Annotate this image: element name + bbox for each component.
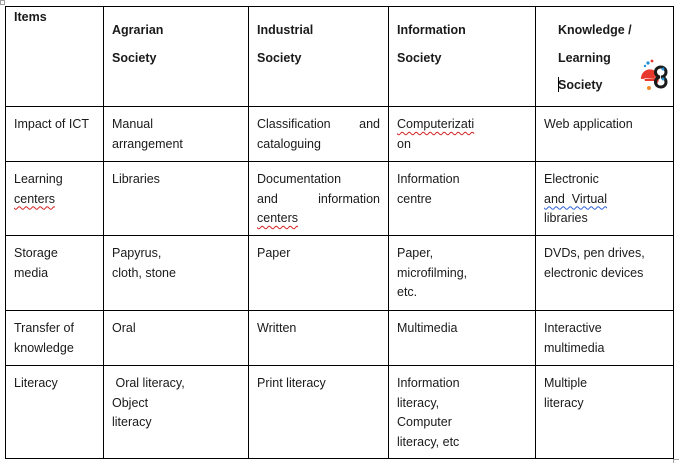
table-row xyxy=(6,366,674,459)
cell-item[interactable] xyxy=(6,107,104,162)
cell-text: centre xyxy=(397,191,432,206)
cell-knowledge[interactable] xyxy=(536,366,674,459)
table-row xyxy=(6,311,674,366)
cell-industrial[interactable] xyxy=(249,162,389,236)
item-label: Learning xyxy=(14,172,63,186)
cell-text: and xyxy=(257,191,278,206)
cell-industrial[interactable] xyxy=(249,236,389,311)
cell-text: libraries xyxy=(544,211,588,225)
cell-text: cloth, stone xyxy=(112,265,176,280)
cell-text: cataloguing xyxy=(257,136,321,151)
header-cell-knowledge[interactable] xyxy=(536,7,674,107)
header-items-label: Items xyxy=(14,10,47,24)
cell-text: Computer xyxy=(397,415,452,429)
cell-text: multimedia xyxy=(544,340,605,355)
cell-text: Multimedia xyxy=(397,321,458,335)
cell-industrial[interactable] xyxy=(249,366,389,459)
cell-information[interactable] xyxy=(389,162,536,236)
cell-item[interactable] xyxy=(6,162,104,236)
cell-industrial[interactable] xyxy=(249,107,389,162)
cell-text: Information xyxy=(397,376,460,390)
spellcheck-flagged-text[interactable]: centers xyxy=(257,211,298,225)
cell-agrarian[interactable] xyxy=(104,311,249,366)
cell-text: literacy xyxy=(544,395,584,410)
cell-text: literacy, xyxy=(397,395,440,410)
cell-text: etc. xyxy=(397,285,418,299)
cell-text: Paper xyxy=(257,246,291,260)
cell-knowledge[interactable] xyxy=(536,107,674,162)
cell-knowledge[interactable] xyxy=(536,236,674,311)
cell-text: literacy xyxy=(112,415,152,429)
cell-text: Manual xyxy=(112,117,153,131)
cell-text: microfilming, xyxy=(397,265,468,280)
item-label: Transfer of xyxy=(14,321,74,335)
item-label: media xyxy=(14,265,49,280)
table-row xyxy=(6,162,674,236)
cell-text: information xyxy=(318,191,380,206)
cell-text: Interactive xyxy=(544,321,602,335)
society-comparison-table xyxy=(5,6,674,459)
header-agrarian-line2: Society xyxy=(112,50,157,65)
header-knowledge-line1: Knowledge / xyxy=(558,23,632,37)
cell-knowledge[interactable] xyxy=(536,311,674,366)
item-label: Literacy xyxy=(14,376,58,390)
item-label: Impact of ICT xyxy=(14,117,90,131)
cell-text: Oral literacy, xyxy=(112,376,185,390)
epg-logo-icon xyxy=(635,57,679,97)
header-industrial-line2: Society xyxy=(257,50,302,65)
cell-text: Multiple xyxy=(544,376,588,390)
cell-text: arrangement xyxy=(112,136,183,151)
header-information-line2: Society xyxy=(397,50,442,65)
cell-text: Oral xyxy=(112,321,136,335)
cell-text: and xyxy=(359,117,380,131)
header-cell-items[interactable] xyxy=(6,7,104,107)
table-row xyxy=(6,107,674,162)
cell-industrial[interactable] xyxy=(249,311,389,366)
cell-agrarian[interactable] xyxy=(104,236,249,311)
cell-text: Paper, xyxy=(397,246,434,260)
table-resize-handle-icon[interactable] xyxy=(673,459,679,463)
cell-agrarian[interactable] xyxy=(104,366,249,459)
item-label: knowledge xyxy=(14,340,74,355)
cell-text: literacy, etc xyxy=(397,434,460,449)
cell-agrarian[interactable] xyxy=(104,107,249,162)
cell-information[interactable] xyxy=(389,311,536,366)
cell-text: Electronic xyxy=(544,172,599,186)
cell-text: on xyxy=(397,136,411,151)
header-cell-agrarian[interactable] xyxy=(104,7,249,107)
grammar-flagged-text[interactable]: and Virtual xyxy=(544,191,608,206)
spellcheck-flagged-text[interactable]: Computerizati xyxy=(397,117,475,131)
header-cell-information[interactable] xyxy=(389,7,536,107)
cell-text: Print literacy xyxy=(257,376,326,390)
cell-text: Classification xyxy=(257,117,331,131)
cell-text: Information xyxy=(397,172,460,186)
cell-text: Web application xyxy=(544,117,633,131)
cell-text: Object xyxy=(112,395,149,410)
table-row xyxy=(6,236,674,311)
cell-knowledge[interactable] xyxy=(536,162,674,236)
header-industrial-line1: Industrial xyxy=(257,23,314,37)
cell-information[interactable] xyxy=(389,236,536,311)
cell-text: Papyrus, xyxy=(112,246,162,260)
header-row xyxy=(6,7,674,107)
cell-text: Documentation xyxy=(257,172,342,186)
cell-text: Written xyxy=(257,321,297,335)
cell-item[interactable] xyxy=(6,366,104,459)
cell-information[interactable] xyxy=(389,107,536,162)
cell-text: DVDs, pen drives, xyxy=(544,246,645,260)
header-knowledge-line2: Learning xyxy=(558,50,611,65)
cell-item[interactable] xyxy=(6,236,104,311)
table-move-handle-icon[interactable] xyxy=(0,0,5,5)
spellcheck-flagged-text[interactable]: centers xyxy=(14,191,55,206)
item-label: Storage xyxy=(14,246,58,260)
header-agrarian-line1: Agrarian xyxy=(112,23,164,37)
header-cell-industrial[interactable] xyxy=(249,7,389,107)
cell-text: Libraries xyxy=(112,172,160,186)
cell-text: electronic devices xyxy=(544,265,644,280)
header-information-line1: Information xyxy=(397,23,466,37)
cell-information[interactable] xyxy=(389,366,536,459)
header-knowledge-line3: Society xyxy=(558,78,603,92)
cell-agrarian[interactable] xyxy=(104,162,249,236)
cell-item[interactable] xyxy=(6,311,104,366)
